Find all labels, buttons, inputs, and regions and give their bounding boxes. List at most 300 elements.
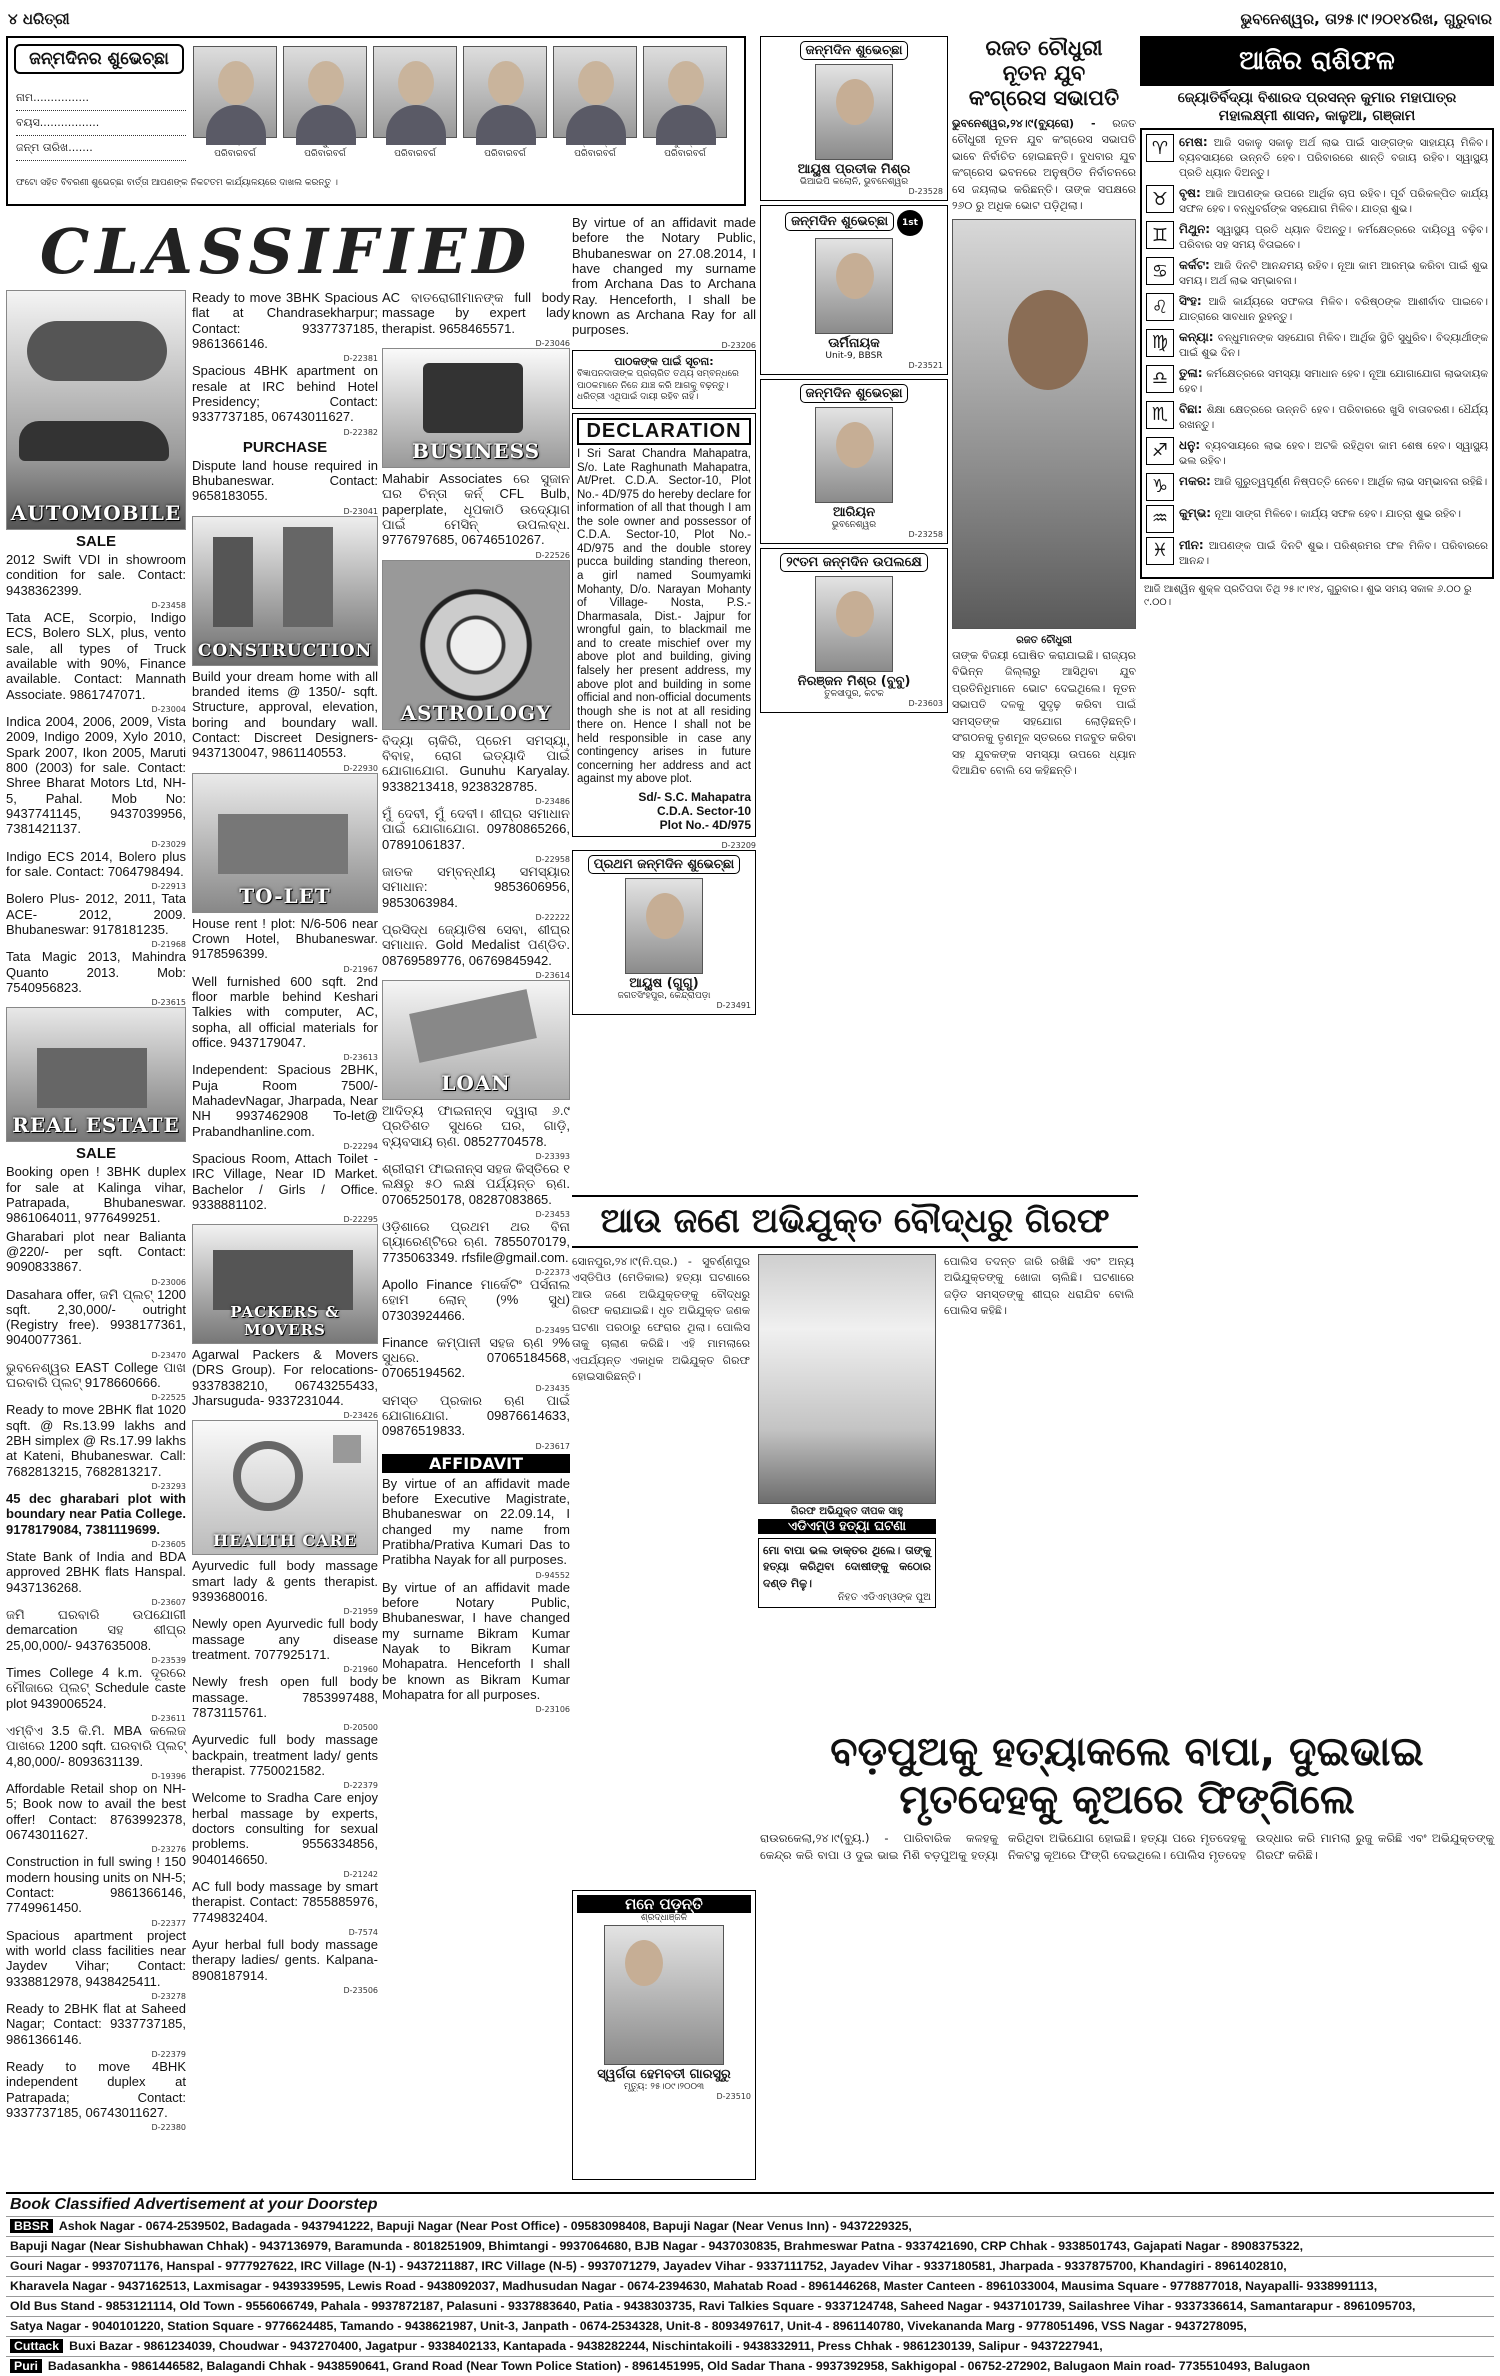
tolet-label: TO-LET — [239, 883, 331, 908]
ad-code: D-23603 — [908, 699, 943, 708]
classified-ad: ସମସ୍ତ ପ୍ରକାର ଋଣ ପାଇଁ ଯୋଗାଯୋଗ. 09876614633, 09876519833. — [382, 1392, 570, 1439]
directory-entries: Bapuji Nagar (Near Sishubhawan Chhak) - 9437136979, Baramunda - 8018251909, Bhimtangi - 9937064680, BJB Nagar - 9437030835, Brahmeswar Patna - 9337421690, CRP Chhak - 9338501743, Gajapati Nagar - 8908375322, — [10, 2239, 1303, 2253]
zodiac-name: ବୃଷ: — [1179, 186, 1201, 201]
greeting-title: ୨୯ତମ ଜନ୍ମଦିନ ଉପଲକ୍ଷେ — [780, 553, 927, 572]
birthday-photo — [373, 46, 457, 160]
classified-ad: Spacious Room, Attach Toilet - IRC Village, Near ID Market. Bachelor / Girls / Office. 9338881102. — [192, 1150, 378, 1212]
classified-ad: Tata Magic 2013, Mahindra Quanto 2013. Mob: 7540956823. — [6, 949, 186, 995]
ad-code: D-23613 — [343, 1053, 378, 1063]
classified-ad: Construction in full swing ! 150 modern housing units on NH-5; Contact: 9861366146, 7749961450. — [6, 1854, 186, 1916]
ad-code: D-22379 — [343, 1781, 378, 1791]
zodiac-text — [1179, 437, 1488, 469]
ad-code: D-19396 — [151, 1772, 186, 1782]
photo-sub: ପରିବାରବର୍ଗ — [214, 148, 256, 159]
rashifal-column — [1140, 36, 1494, 1606]
zodiac-name: ମକର: — [1179, 473, 1211, 488]
healthcare-image — [192, 1420, 378, 1555]
dateline: ଭୁବନେଶ୍ୱର, ତା୨୫।୯।୨୦୧୪ରିଖ, ଗୁରୁବାର — [1240, 10, 1492, 28]
car-shape — [19, 421, 169, 461]
ad-code: D-23004 — [151, 704, 186, 714]
greeting-name: ଆୟୁଷ ପ୍ରତୀକ ମିଶ୍ର — [797, 162, 911, 177]
ad-code: D-23006 — [151, 1277, 186, 1287]
zodiac-prediction: ଆଜି ଗୁରୁତ୍ୱପୂର୍ଣ୍ଣ ନିଷ୍ପତ୍ତି ନେବେ। ଆର୍ଥିକ ଲାଭ ସମ୍ଭାବନା ରହିଛି। — [1214, 475, 1488, 488]
ad-code: D-23206 — [721, 340, 756, 350]
ad-code: D-21960 — [343, 1665, 378, 1675]
classified-ad: ଭୁବନେଶ୍ୱର EAST College ପାଖ ଘରବାରି ପ୍ଲଟ୍ 9178660666. — [6, 1359, 186, 1391]
ad-code: D-22294 — [343, 1141, 378, 1151]
greeting-sub: ଜଗତସିଂହପୁର, କେନ୍ଦ୍ରାପଡ଼ା — [617, 991, 711, 1002]
classified-booking-directory — [6, 2192, 1494, 2373]
zodiac-name: ମେଷ: — [1179, 135, 1208, 150]
classified-ad: ଶ୍ରୀରାମ ଫାଇନାନ୍ସ ସହଜ କିସ୍ତିରେ ୧ ଲକ୍ଷରୁ ୫୦ ଲକ୍ଷ ପର୍ଯ୍ୟନ୍ତ ଋଣ. 07065250178, 08287083865. — [382, 1160, 570, 1207]
zodiac-sign-icon: ♒ — [1146, 505, 1174, 533]
obituary-sub: ଶ୍ରଦ୍ଧାଞ୍ଜଳି — [640, 1913, 688, 1923]
obituary-date: ମୃତ୍ୟୁ: ୨୫।୦୯।୨୦୦୩ — [623, 2082, 705, 2092]
classified-ad: AC ବାତରୋଗୀମାନଙ୍କ full body massage by expert lady therapist. 9658465571. — [382, 290, 570, 336]
obituary-card — [572, 1890, 756, 2180]
directory-entries: Buxi Bazar - 9861234039, Choudwar - 9437270400, Jagatpur - 9338402133, Kantapada - 9438282244, Nischintakoili - 9438332911, Press Chhak - 9861230139, Salipur - 9437227941, — [69, 2339, 1103, 2353]
ad-code: D-23293 — [151, 1482, 186, 1492]
classified-ad: Independent: Spacious 2BHK, Puja Room 7500/- MahadevNagar, Jharpada, Near NH 9937462908 To-let@ Prabandhanline.com. — [192, 1062, 378, 1139]
ad-code: D-23453 — [535, 1209, 570, 1219]
classified-ad: ଆଦିତ୍ୟ ଫାଇନାନ୍ସ ଦ୍ୱାରା ୬.୯ ପ୍ରତିଶତ ସୁଧରେ ଘର, ଗାଡ଼ି, ବ୍ୟବସାୟ ଋଣ. 08527704578. — [382, 1102, 570, 1149]
greeting-title: ଜନ୍ମଦିନ ଶୁଭେଚ୍ଛା — [785, 212, 894, 231]
ad-code: D-22930 — [343, 763, 378, 773]
birthday-form-fields — [16, 86, 186, 161]
tower-shape — [283, 527, 333, 627]
obituary-title: ମନେ ପଡ଼ନ୍ତି — [577, 1895, 751, 1913]
greeting-sub: ତୁଳସୀପୁର, କଟକ — [824, 689, 884, 699]
classified-ad: 2012 Swift VDI in showroom condition for sale. Contact: 9438362399. — [6, 552, 186, 598]
photo-sub: ପରିବାରବର୍ଗ — [394, 148, 436, 159]
zodiac-prediction: ଆଜି କାର୍ଯ୍ୟରେ ସଫଳତା ମିଳିବ। ବରିଷ୍ଠଙ୍କ ଆଶୀର୍ବାଦ ପାଇବେ। ଯାତ୍ରାରେ ସାବଧାନ ରୁହନ୍ତୁ। — [1179, 296, 1489, 324]
sub-heading: ଏଡିଏମ୍‌ଓ ହତ୍ୟା ଘଟଣା — [758, 1519, 936, 1534]
birthday-photo — [643, 46, 727, 160]
news-body: ତାଙ୍କ ବିଜୟୀ ଘୋଷିତ କରାଯାଇଛି। ରାଜ୍ୟର ବିଭିନ୍ନ ଜିଲ୍ଲାରୁ ଆସିଥିବା ଯୁବ ପ୍ରତିନିଧିମାନେ ଭୋଟ ଦେଇଥିଲେ। ନୂତନ ସଭାପତି ଦଳକୁ ସୁଦୃଢ଼ କରିବା ପାଇଁ ସମସ୍ତଙ୍କ ସହଯୋଗ ଲୋଡ଼ିଛନ୍ତି। ସଂଗଠନକୁ ତୃଣମୂଳ ସ୍ତରରେ ମଜବୁତ କରିବା ସହ ଯୁବକଙ୍କ ସମସ୍ୟା ଉପରେ ଧ୍ୟାନ ଦିଆଯିବ ବୋଲି ସେ କହିଛନ୍ତି। — [952, 648, 1136, 778]
ad-code: D-21968 — [151, 940, 186, 950]
classified-ad: By virtue of an affidavit made before Executive Magistrate, Bhubaneswar on 22.09.14, I changed my name from Pratibha/Prativa Kumari Das to Pratibha Nayak for all purposes. — [382, 1475, 570, 1568]
classified-ad: By virtue of an affidavit made before Notary Public, Bhubaneswar, I have changed my surname Bikram Kumar Nayak to Bikram Kumar Mohapatra. Henceforth I shall be known as Bikram Kumar Mohapatra for all purposes. — [382, 1579, 570, 1703]
greeting-title: ପ୍ରଥମ ଜନ୍ମଦିନ ଶୁଭେଚ୍ଛା — [588, 855, 741, 874]
zodiac-name: କନ୍ୟା: — [1179, 329, 1214, 344]
briefcase-icon — [423, 363, 523, 433]
zodiac-prediction: ଶିକ୍ଷା କ୍ଷେତ୍ରରେ ଉନ୍ନତି ହେବ। ପରିବାରରେ ଖୁସି ବାତାବରଣ। ଧୈର୍ଯ୍ୟ ରଖନ୍ତୁ। — [1179, 403, 1488, 431]
greeting-name: ନିରଞ୍ଜନ ମିଶ୍ର (ବୁବୁ) — [797, 674, 911, 689]
reader-notice-title: ପାଠକଙ୍କ ପାଇଁ ସୂଚନା: — [614, 354, 714, 368]
news-body: ପୋଲିସ ତଦନ୍ତ ଜାରି ରଖିଛି ଏବଂ ଅନ୍ୟ ଅଭିଯୁକ୍ତଙ୍କୁ ଖୋଜା ଚାଲିଛି। ଘଟଣାରେ ଜଡ଼ିତ ସମସ୍ତଙ୍କୁ ଶୀଘ୍ର ଧରାଯିବ ବୋଲି ପୋଲିସ କହିଛି। — [944, 1254, 1134, 1318]
directory-rows — [6, 2216, 1494, 2376]
portrait-photo — [643, 46, 727, 138]
news-headline: ରଜତ ଚୌଧୁରୀ — [985, 36, 1103, 60]
ad-code: D-23614 — [535, 970, 570, 980]
photo-caption: ରଜତ ଚୌଧୁରୀ — [1016, 634, 1072, 646]
column-2 — [192, 290, 378, 2132]
portrait-photo — [193, 46, 277, 138]
ad-code: D-22382 — [343, 427, 378, 437]
classified-ad: Ready to 2BHK flat at Saheed Nagar; Contact: 9337737185, 9861366146. — [6, 2000, 186, 2047]
birthday-greeting — [760, 36, 948, 201]
directory-entries: Kharavela Nagar - 9437162513, Laxmisagar - 9439339595, Lewis Road - 9438092037, Madhusudan Nagar - 0674-2394630, Mahatab Road - 8961446268, Master Canteen - 8961033004, Mausima Square - 9778877018, Nayapalli- 9338991113, — [10, 2279, 1378, 2293]
affidavit-ad: By virtue of an affidavit made before the Notary Public, Bhubaneswar on 27.08.2014, I have changed my surname from Archana Das to Archana Ray. Henceforth, I shall be known as Archana Ray for all purposes. — [572, 215, 756, 338]
ad-code: D-23029 — [151, 839, 186, 849]
zodiac-prediction: ଆପଣଙ୍କ ପାଇଁ ଦିନଟି ଶୁଭ। ପରିଶ୍ରମର ଫଳ ମିଳିବ। ପରିବାରରେ ଆନନ୍ଦ। — [1179, 539, 1488, 567]
greeting-title: ଜନ୍ମଦିନ ଶୁଭେଚ୍ଛା — [800, 384, 909, 403]
classified-ad: Indigo ECS 2014, Bolero plus for sale. Contact: 7064798494. — [6, 848, 186, 879]
birthday-greeting — [760, 205, 948, 375]
zodiac-name: ମିଥୁନ: — [1179, 222, 1211, 237]
classified-ad: Indica 2004, 2006, 2009, Vista 2009, Indigo 2009, Xylo 2010, Spark 2007, Ikon 2005, Maruti 800 (2003) for sale. Contact: Shree Bharat Motors Ltd, NH-5, Pahal. Mob No: 9437741145, 9437039956, 7381421137. — [6, 713, 186, 837]
ad-code: D-23506 — [343, 1986, 378, 1996]
classified-ad: House rent ! plot: N/6-506 near Crown Hotel, Bhubaneswar. 9178596399. — [192, 915, 378, 962]
declaration-box — [572, 413, 756, 837]
loan-label: LOAN — [441, 1070, 511, 1095]
first-badge: 1st — [897, 210, 923, 236]
classified-ad: Agarwal Packers & Movers (DRS Group). For relocations- 9337838210, 06743255433, Jharsuguda- 9337231044. — [192, 1347, 378, 1409]
zodiac-entry — [1146, 437, 1488, 469]
photo-sub: ପରିବାରବର୍ଗ — [574, 148, 616, 159]
greeting-name: ଊର୍ମିନାୟକ — [828, 336, 880, 351]
zodiac-prediction: ଆଜି ଦିନଟି ଆନନ୍ଦମୟ ରହିବ। ନୂଆ କାମ ଆରମ୍ଭ କରିବା ପାଇଁ ଶୁଭ ସମୟ। ଅର୍ଥ ଲାଭ ସମ୍ଭାବନା। — [1179, 260, 1488, 288]
quote-box — [758, 1538, 936, 1609]
portrait-photo — [283, 46, 367, 138]
field-name: ନାମ................ — [16, 86, 186, 111]
classified-ad: Spacious apartment project with world class facilities near Jaydev Vihar; Contact: 9338812978, 9438425411. — [6, 1927, 186, 1989]
zodiac-sign-icon: ♉ — [1146, 185, 1174, 213]
zodiac-prediction: ଆଜି ସକାଳୁ ସକାଳୁ ଅର୍ଥ ଲାଭ ପାଇଁ ସାଙ୍ଗଙ୍କ ସାହାଯ୍ୟ ମିଳିବ। ବ୍ୟବସାୟରେ ଉନ୍ନତି ହେବ। ପରିବାରରେ ଶାନ୍ତି ବଜାୟ ରହିବ। ସ୍ୱାସ୍ଥ୍ୟ ପ୍ରତି ଧ୍ୟାନ ଦିଅନ୍ତୁ। — [1179, 137, 1488, 180]
business-image — [382, 348, 570, 468]
classified-ad: 45 dec gharabari plot with boundary near Patia College. 9178179084, 7381119699. — [6, 1491, 186, 1537]
truck-shape — [213, 1250, 353, 1310]
column-5 — [760, 36, 948, 1186]
column-automobile-realestate — [6, 290, 378, 2132]
column-3 — [382, 290, 570, 2185]
zodiac-text — [1179, 257, 1488, 289]
zodiac-prediction: ଆଜି ଆପଣଙ୍କ ଉପରେ ଆର୍ଥିକ ଚାପ ରହିବ। ପୂର୍ବ ପରିକଳ୍ପିତ କାର୍ଯ୍ୟ ସଫଳ ହେବ। ବନ୍ଧୁବର୍ଗଙ୍କ ସହଯୋଗ ମିଳିବ। ଯାତ୍ରା ଶୁଭ। — [1179, 188, 1488, 216]
zodiac-text — [1179, 329, 1488, 361]
greeting-name: ଆୟୁଷ (ଗୁଗୁ) — [629, 976, 699, 992]
classified-ad: Spacious 4BHK apartment on resale at IRC behind Hotel Presidency; Contact: 9337737185, 06743011627. — [192, 363, 378, 425]
birthday-photos — [193, 46, 727, 160]
greeting-sub: ଭୁବନେଶ୍ୱର — [831, 520, 877, 530]
field-birthdate: ଜନ୍ମ ତାରିଖ....... — [16, 136, 186, 161]
ad-code: D-22381 — [343, 354, 378, 364]
birthday-photo — [463, 46, 547, 160]
ad-code: D-23611 — [151, 1714, 186, 1724]
zodiac-sign-icon: ♓ — [1146, 537, 1174, 565]
photo-sub: ପରିବାରବର୍ଗ — [304, 148, 346, 159]
sale-heading: SALE — [75, 1145, 116, 1163]
portrait-photo — [553, 46, 637, 138]
classified-ad: Welcome to Sradha Care enjoy herbal massage by experts, doctors consulting for sexual problems. 9556334856, 9040146650. — [192, 1790, 378, 1867]
classified-ad: Gharabari plot near Balianta @220/- per sqft. Contact: 9090833867. — [6, 1228, 186, 1275]
ad-code: D-21967 — [343, 964, 378, 974]
ad-code: D-23041 — [343, 506, 378, 516]
child-photo — [815, 407, 893, 503]
city-tag: BBSR — [10, 2219, 53, 2233]
ad-code: D-23393 — [535, 1151, 570, 1161]
classified-ad: ଓଡ଼ିଶାରେ ପ୍ରଥମ ଥର ବିନା ଗ୍ୟାରେଣ୍ଟିରେ ଋଣ. 7855070179, 7735063349. rfsfile@gmail.com. — [382, 1218, 570, 1265]
ad-code: D-22295 — [343, 1215, 378, 1225]
directory-entries: Satya Nagar - 9040101220, Station Square - 9776624485, Tamando - 9438621987, Unit-3, Janpath - 0674-2534328, Unit-8 - 8093497617, Unit-4 - 8961140780, Vivekananda Marg - 9778051496, VSS Nagar - 9437278095, — [10, 2319, 1247, 2333]
zodiac-prediction: ବ୍ୟବସାୟରେ ଲାଭ ହେବ। ଅଟକି ରହିଥିବା କାମ ଶେଷ ହେବ। ସ୍ୱାସ୍ଥ୍ୟ ଭଲ ରହିବ। — [1179, 439, 1488, 467]
declaration-text: I Sri Sarat Chandra Mahapatra, S/o. Late Raghunath Mahapatra, At/Pret. C.D.A. Sector-10, Plot No.- 4D/975 do hereby declare for information of all that though I am the sole owner and possessor of C.D.A. Sector-10, Plot No.- 4D/975 and the double storey pucca building standing thereon, a girl named Soumyamki Mohanty, D/o. Narayan Mohanty of Village- Nosta, P.S.- Dharmasala, Dist.- Jajpur for wrongful gain, to blackmail me and to create mischief over my above plot and building, giving falsely her present address, my above plot and building in some official and non-official documents though she is not at all residing there on. Hence I shall not be held responsible in case any contingency arises in future concerning her address and act against my above plot. — [577, 447, 751, 786]
directory-row — [6, 2276, 1494, 2296]
zodiac-text — [1179, 473, 1487, 501]
ad-code: D-21959 — [343, 1607, 378, 1617]
ad-code: D-20500 — [343, 1723, 378, 1733]
ad-code: D-23278 — [151, 1991, 186, 2001]
photo-sub: ପରିବାରବର୍ଗ — [484, 148, 526, 159]
news-headline: ନୂତନ ଯୁବ — [1002, 61, 1086, 86]
directory-row — [6, 2216, 1494, 2236]
zodiac-entry — [1146, 365, 1488, 397]
zodiac-sign-icon: ♊ — [1146, 221, 1174, 249]
zodiac-entry — [1146, 537, 1488, 569]
field-age: ବୟସ................. — [16, 111, 186, 136]
ad-code: D-22380 — [151, 2123, 186, 2133]
child-photo — [815, 238, 893, 334]
classified-ad: Ready to move 3BHK Spacious flat at Chandrasekharpur; Contact: 9337737185, 9861366146. — [192, 290, 378, 351]
ad-code: D-23276 — [151, 1845, 186, 1855]
zodiac-sign-icon: ♈ — [1146, 134, 1174, 162]
zodiac-name: ବିଛା: — [1179, 401, 1203, 416]
classified-ad: ଜମି ଘରବାରି ଉପଯୋଗୀ demarcation ସହ ଶୀଘ୍ର 25,00,000/- 9437635008. — [6, 1607, 186, 1653]
page-number: ୪ ଧରିତ୍ରୀ — [8, 10, 70, 28]
ad-code: D-22222 — [535, 912, 570, 922]
zodiac-prediction: ନୂଆ ସାଙ୍ଗ ମିଳିବେ। କାର୍ଯ୍ୟ ସଫଳ ହେବ। ଯାତ୍ରା ଶୁଭ ରହିବ। — [1214, 507, 1461, 520]
directory-entries: Ashok Nagar - 0674-2539502, Badagada - 9437941222, Bapuji Nagar (Near Post Office) - 09583098408, Bapuji Nagar (Near Venus Inn) - 9437229325, — [58, 2219, 912, 2233]
declaration-signature: C.D.A. Sector-10 — [656, 804, 751, 819]
classified-ad: ବିଦ୍ୟା ଚାକିରି, ପ୍ରେମ ସମସ୍ୟା, ବିବାହ, ରୋଗ ଇତ୍ୟାଦି ପାଇଁ ଯୋଗାଯୋଗ. Gunuhu Karyalay. 9338213418, 9238328785. — [382, 732, 570, 794]
astrology-label: ASTROLOGY — [400, 700, 552, 725]
birthday-greeting — [760, 379, 948, 544]
photo-caption: ଗିରଫ ଅଭିଯୁକ୍ତ ଦୀପକ ସାହୁ — [790, 1505, 904, 1517]
directory-entries: Gouri Nagar - 9937071176, Hanspal - 9777927622, IRC Village (N-1) - 9437211887, IRC Village (N-5) - 9937071279, Jayadev Vihar - 9337111752, Jayadev Vihar - 9337180581, Jharpada - 9337875700, Khandagiri - 8961402810, — [10, 2259, 1287, 2273]
classified-ad: Dasahara offer, ଜମି ପ୍ଲଟ୍ 1200 sqft. 2,30,000/- outright (Registry free). 9938177361, 9040077361. — [6, 1286, 186, 1348]
classified-ad: Booking open ! 3BHK duplex for sale at Kalinga vihar, Patrapada, Bhubaneswar. 9861064011, 9776499251. — [6, 1164, 186, 1226]
packers-image — [192, 1224, 378, 1344]
classified-ad: Mahabir Associates ରେ ସୁଜାନ ଘର ଚିନ୍ତା କର୍ନ୍ CFL Bulb, paperplate, ଧୂପକାଠି ଉଦ୍ୟୋଗ ପାଇଁ ମେସିନ୍ ଉପଲବ୍ଧ. 9776797685, 06746510267. — [382, 470, 570, 548]
zodiac-text — [1179, 505, 1461, 533]
quote-text: ମୋ ବାପା ଭଲ ଡାକ୍ତର ଥିଲେ। ତାଙ୍କୁ ହତ୍ୟା କରିଥିବା ଦୋଷୀଙ୍କୁ କଠୋର ଦଣ୍ଡ ମିଳୁ। — [763, 1543, 931, 1590]
birthday-form-title: ଜନ୍ମଦିନର ଶୁଭେଚ୍ଛା — [14, 44, 184, 74]
birthday-note: ଫଟୋ ସହିତ ବିବରଣୀ ଶୁଭେଚ୍ଛା ବାର୍ତ୍ତା ଆପଣଙ୍କ ନିକଟତମ କାର୍ଯ୍ୟାଳୟରେ ଦାଖଲ କରନ୍ତୁ । — [16, 178, 338, 188]
zodiac-entry — [1146, 293, 1488, 325]
ad-code: D-23106 — [535, 1705, 570, 1715]
zodiac-text — [1179, 365, 1488, 397]
medical-cross-icon — [333, 1435, 361, 1463]
greeting-sub: ଭିଆଇପି କଲୋନି, ଭୁବନେଶ୍ୱର — [799, 177, 909, 187]
business-label: BUSINESS — [411, 438, 541, 463]
construction-label: CONSTRUCTION — [197, 640, 373, 661]
automobile-label: AUTOMOBILE — [10, 501, 182, 525]
zodiac-entry — [1146, 401, 1488, 433]
ad-code: D-23495 — [535, 1325, 570, 1335]
greeting-sub: Unit-9, BBSR — [825, 351, 883, 361]
zodiac-text — [1179, 401, 1488, 433]
ad-code: D-22913 — [151, 882, 186, 892]
building-shape — [37, 1048, 147, 1108]
classified-ad: State Bank of India and BDA approved 2BHK flats Hanspal. 9437136268. — [6, 1549, 186, 1595]
ad-code: D-23470 — [151, 1350, 186, 1360]
zodiac-text — [1179, 134, 1488, 181]
bike-shape — [27, 321, 167, 381]
portrait-photo — [373, 46, 457, 138]
page-header — [8, 6, 1492, 32]
classified-ad: Ready to move 2BHK flat 1020 sqft. @ Rs.13.99 lakhs and 2BH simplex @ Rs.17.99 lakhs at Kateni, Bhubaneswar. Call: 7682813215, 7682813217. — [6, 1402, 186, 1479]
zodiac-name: କର୍କଟ: — [1179, 258, 1210, 273]
birthday-photo — [283, 46, 367, 160]
classified-ad: Bolero Plus- 2012, 2011, Tata ACE- 2012, 2009. Bhubaneswar: 9178181235. — [6, 891, 186, 937]
tolet-image — [192, 773, 378, 913]
greeting-name: ଆରିୟନ — [832, 505, 876, 520]
classified-ad: Newly fresh open full body massage. 7853997488, 7873115761. — [192, 1674, 378, 1721]
news-headline: ମୃତଦେହକୁ କୂଅରେ ଫିଙ୍ଗିଲେ — [899, 1777, 1355, 1823]
rashifal-astrologer — [1140, 86, 1494, 130]
ad-code: D-22958 — [535, 854, 570, 864]
classified-ad: Dispute land house required in Bhubaneswar. Contact: 9658183055. — [192, 457, 378, 504]
birthday-photo — [553, 46, 637, 160]
classified-ad: Ayurvedic full body massage backpain, treatment lady/ gents therapist. 7750021582. — [192, 1732, 378, 1779]
classified-ad: Build your dream home with all branded items @ 1350/- sqft. Structure, approval, elevation, boring and boundary wall. Contact: Discreet Designers- 9437130047, 9861140553. — [192, 668, 378, 761]
ad-code: D-22377 — [151, 1918, 186, 1928]
packers-label: PACKERS & MOVERS — [230, 1303, 340, 1340]
ad-code: D-23426 — [343, 1411, 378, 1421]
ad-code: D-23521 — [908, 361, 943, 370]
rashifal-title: ଆଜିର ରାଶିଫଳ — [1140, 36, 1494, 86]
classified-ad: ଏମ୍‌ବିଏ 3.5 କି.ମି. MBA କଲେଜ ପାଖରେ 1200 sqft. ଘରବାରି ପ୍ଲଟ୍ 4,80,000/- 8093631139. — [6, 1723, 186, 1769]
news-photo — [758, 1254, 936, 1504]
zodiac-sign-icon: ♎ — [1146, 365, 1174, 393]
column-1a — [6, 290, 186, 2132]
ad-code: D-23435 — [535, 1383, 570, 1393]
zodiac-sign-icon: ♐ — [1146, 437, 1174, 465]
zodiac-text — [1179, 221, 1488, 253]
birthday-greeting — [760, 548, 948, 713]
directory-row — [6, 2336, 1494, 2356]
automobile-image — [6, 290, 186, 530]
ad-code: D-22525 — [151, 1393, 186, 1403]
portrait-photo — [604, 1925, 724, 2065]
zodiac-sign-icon: ♏ — [1146, 401, 1174, 429]
directory-entries: Badasankha - 9861446582, Balagandi Chhak - 9438590641, Grand Road (Near Town Police Station) - 8961451995, Old Sadar Thana - 9937392958, Sakhigopal - 06752-272902, Balugaon Main road- 7735510493, Balugaon — [47, 2359, 1311, 2373]
news-headline: ବଡ଼ପୁଅକୁ ହତ୍ୟାକଲେ ବାପା, ଦୁଇଭାଇ — [830, 1729, 1424, 1775]
ad-code: D-23510 — [716, 2092, 751, 2101]
zodiac-prediction: ବନ୍ଧୁମାନଙ୍କ ସହଯୋଗ ମିଳିବ। ଆର୍ଥିକ ସ୍ଥିତି ସୁଧୁରିବ। ବିଦ୍ୟାର୍ଥୀଙ୍କ ପାଇଁ ଶୁଭ ଦିନ। — [1179, 331, 1489, 359]
zodiac-text — [1179, 185, 1488, 217]
zodiac-entry — [1146, 257, 1488, 289]
news-body: ସୋନପୁର,୨୪।୯(ନି.ପ୍ର.) - ସୁବର୍ଣ୍ଣପୁର ଏସ୍‌ଡିପିଓ (ମେଡିକାଲ) ହତ୍ୟା ଘଟଣାରେ ଆଉ ଜଣେ ଅଭିଯୁକ୍ତଙ୍କୁ ବୌଦ୍ଧରୁ ଗିରଫ କରାଯାଇଛି। ଧୃତ ଅଭିଯୁକ୍ତ ଜଣକ ଘଟଣା ପରଠାରୁ ଫେରାର ଥିଲା। ପୋଲିସ ତାକୁ ଚାଲାଣ କରିଛି। ଏହି ମାମଲାରେ ଏପର୍ଯ୍ୟନ୍ତ ଏକାଧିକ ଅଭିଯୁକ୍ତ ଗିରଫ ହୋଇସାରିଛନ୍ତି। — [572, 1254, 750, 1384]
reader-notice-text: ବିଜ୍ଞାପନଦାତାଙ୍କ ପ୍ରଚାରିତ ତଥ୍ୟ ସମ୍ବନ୍ଧରେ ପାଠକମାନେ ନିଜେ ଯାଞ୍ଚ କରି ଆଗକୁ ବଢ଼ନ୍ତୁ। ଧରିତ୍ରୀ ଏଥିପାଇଁ ଦାୟୀ ରହିବ ନାହିଁ। — [577, 368, 739, 403]
city-tag: Puri — [10, 2359, 42, 2373]
obituary-name: ସ୍ୱର୍ଗତା ହେମବତୀ ଗାରସୁରୁ — [597, 2067, 731, 2082]
birthday-form-box — [6, 36, 746, 206]
zodiac-name: ତୁଳା: — [1179, 365, 1203, 380]
ad-code: D-22373 — [535, 1267, 570, 1277]
ad-code: D-23539 — [151, 1656, 186, 1666]
house-shape — [218, 814, 348, 874]
directory-title: Book Classified Advertisement at your Doorstep — [10, 2196, 378, 2213]
ad-code: D-23617 — [535, 1441, 570, 1451]
birthday-photo — [193, 46, 277, 160]
ad-code: D-22379 — [151, 2049, 186, 2059]
directory-row — [6, 2236, 1494, 2256]
news-youth-congress — [952, 36, 1136, 1196]
directory-row — [6, 2316, 1494, 2336]
astrologer-name: ଜ୍ୟୋତିର୍ବିଦ୍ୟା ବିଶାରଦ ପ୍ରସନ୍ନ କୁମାର ମହାପାତ୍ର — [1177, 90, 1457, 106]
city-tag: Cuttack — [10, 2339, 63, 2353]
classified-ad: ପ୍ରସିଦ୍ଧ ଜ୍ୟୋତିଷ ସେବା, ଶୀଘ୍ର ସମାଧାନ. Gold Medalist ପଣ୍ଡିତ. 08769589776, 06769845942. — [382, 921, 570, 968]
rashifal-list — [1140, 130, 1494, 578]
news-body: ରଜତ ଚୌଧୁରୀ ନୂତନ ଯୁବ କଂଗ୍ରେସ ସଭାପତି ଭାବେ ନିର୍ବାଚିତ ହୋଇଛନ୍ତି। ବୁଧବାର ଯୁବ କଂଗ୍ରେସ ଭବନରେ ଅନୁଷ୍ଠିତ ନିର୍ବାଚନରେ ସେ ଜୟଲାଭ କରିଛନ୍ତି। ତାଙ୍କ ସପକ୍ଷରେ ୨୬୦ ରୁ ଅଧିକ ଭୋଟ ପଡ଼ିଥିଲା। — [952, 116, 1136, 213]
ad-code: D-23046 — [535, 338, 570, 348]
birthday-greeting — [572, 850, 756, 1015]
quote-by: ନିହତ ଏଡିଏମ୍‌ଓଙ୍କ ପୁଅ — [837, 1592, 931, 1604]
news-photo — [952, 219, 1136, 629]
classified-ad: Ayur herbal full body massage therapy ladies/ gents. Kalpana- 8908187914. — [192, 1937, 378, 1983]
classified-ad: Ayurvedic full body massage smart lady & gents therapist. 9393680016. — [192, 1558, 378, 1605]
news-arrest — [572, 1195, 1138, 1715]
ad-code: D-23491 — [716, 1001, 751, 1011]
sale-heading: SALE — [75, 533, 116, 550]
news-murder — [760, 1720, 1494, 2185]
obituary-box — [572, 1890, 756, 2185]
ad-code: D-23209 — [721, 841, 756, 851]
adult-photo — [815, 576, 893, 672]
directory-row — [6, 2356, 1494, 2376]
ad-code: D-23615 — [151, 998, 186, 1008]
banknote-icon — [409, 989, 537, 1063]
stethoscope-icon — [233, 1441, 303, 1511]
directory-row — [6, 2256, 1494, 2276]
zodiac-entry — [1146, 221, 1488, 253]
classified-ad: ମୁଁ ଦେବୀ, ମୁଁ ଦେବୀ। ଶୀଘ୍ର ସମାଧାନ ପାଇଁ ଯୋଗାଯୋଗ. 09780865266, 07891061837. — [382, 805, 570, 852]
classified-banner: CLASSIFIED — [39, 214, 533, 288]
zodiac-sign-icon: ♌ — [1146, 293, 1174, 321]
ad-code: D-7574 — [348, 1928, 378, 1938]
ad-code: D-21242 — [343, 1870, 378, 1880]
ad-code: D-23258 — [908, 530, 943, 539]
child-photo — [815, 64, 893, 160]
declaration-signature: Plot No.- 4D/975 — [659, 818, 751, 833]
classified-ad: Ready to move 4BHK independent duplex at Patrapada; Contact: 9337737185, 06743011627. — [6, 2058, 186, 2120]
news-body: ରାଉରକେଲା,୨୪।୯(ବ୍ୟୁ.) - ପାରିବାରିକ କଳହକୁ କେନ୍ଦ୍ର କରି ବାପା ଓ ଦୁଇ ଭାଇ ମିଶି ବଡ଼ପୁଅକୁ ହତ୍ୟା କରିଥିବା ଅଭିଯୋଗ ହୋଇଛି। ହତ୍ୟା ପରେ ମୃତଦେହକୁ ନିକଟସ୍ଥ କୂଅରେ ଫିଙ୍ଗି ଦେଇଥିଲେ। ପୋଲିସ ମୃତଦେହ ଉଦ୍ଧାର କରି ମାମଲା ରୁଜୁ କରିଛି ଏବଂ ଅଭିଯୁକ୍ତଙ୍କୁ ଗିରଫ କରିଛି। — [760, 1831, 1494, 1863]
child-photo — [625, 878, 703, 974]
loan-image — [382, 980, 570, 1100]
zodiac-sign-icon: ♑ — [1146, 473, 1174, 501]
zodiac-entry — [1146, 505, 1488, 533]
classified-ad: Well furnished 600 sqft. 2nd floor marble behind Keshari Talkies with computer, AC, sopha, all official materials for office. 9437179047. — [192, 973, 378, 1050]
tower-shape — [213, 537, 253, 627]
news-arrest-body — [572, 1254, 1138, 1613]
healthcare-label: HEALTH CARE — [213, 1531, 357, 1551]
portrait-photo — [463, 46, 547, 138]
zodiac-sign-icon: ♋ — [1146, 257, 1174, 285]
realestate-label: REAL ESTATE — [12, 1113, 180, 1138]
greeting-title: ଜନ୍ମଦିନ ଶୁଭେଚ୍ଛା — [800, 41, 909, 60]
photo-sub: ପରିବାରବର୍ଗ — [664, 148, 706, 159]
astrologer-place: ମହାଲକ୍ଷ୍ମୀ ଶାସନ, କାଳୁଆ, ଗଞ୍ଜାମ — [1218, 108, 1416, 125]
zodiac-name: ମୀନ: — [1179, 537, 1204, 552]
directory-entries: Old Bus Stand - 9853121114, Old Town - 9556066749, Pahala - 9937872187, Palasuni - 9337883640, Patia - 9438303735, Ravi Talkies Square - 9337124748, Saheed Nagar - 9437101739, Sailashree Vihar - 9337336614, Samantarapur - 8961095703, — [10, 2299, 1416, 2313]
rashifal-footer: ଆଜି ଆଶ୍ୱିନ ଶୁକ୍ଳ ପ୍ରତିପଦା ତିଥି ୨୫।୯।୧୪, ଗୁରୁବାର। ଶୁଭ ସମୟ ସକାଳ ୬.୦୦ ରୁ ୯.୦୦। — [1144, 583, 1472, 609]
zodiac-entry — [1146, 185, 1488, 217]
classified-ad: Affordable Retail shop on NH-5; Book now to avail the best offer! Contact: 8763992378, 06743011627. — [6, 1781, 186, 1843]
purchase-heading: PURCHASE — [242, 438, 328, 456]
zodiac-text — [1179, 537, 1488, 569]
ad-code: D-23528 — [908, 187, 943, 196]
zodiac-text — [1179, 293, 1488, 325]
